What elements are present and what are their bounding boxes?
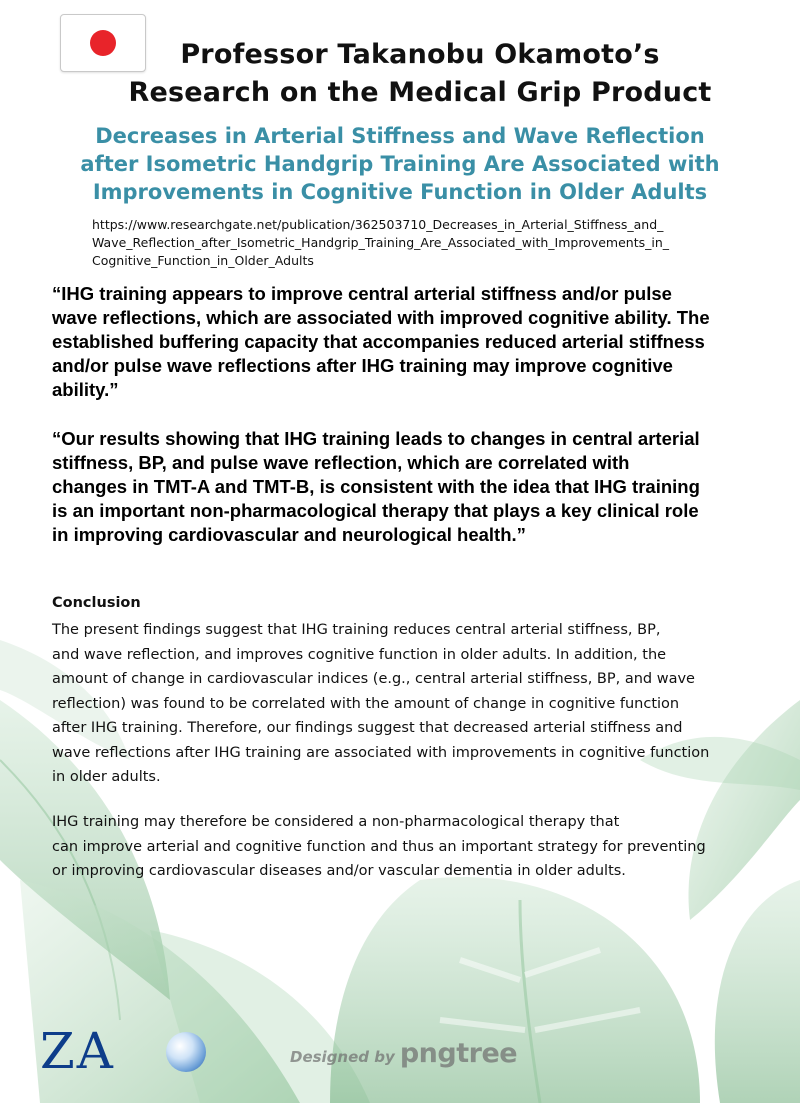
conclusion-line: can improve arterial and cognitive function and thus an important strategy for preventing	[52, 838, 706, 855]
quote-line: in improving cardiovascular and neurological health.”	[52, 524, 526, 545]
conclusion-paragraph-1	[52, 618, 792, 790]
quote-line: established buffering capacity that accompanies reduced arterial stiffness	[52, 331, 705, 352]
quote-line: ability.”	[52, 379, 119, 400]
conclusion-line: or improving cardiovascular diseases and/or vascular dementia in older adults.	[52, 863, 626, 879]
source-url[interactable]	[92, 216, 792, 270]
conclusion-line: after IHG training. Therefore, our findings suggest that decreased arterial stiffness and	[52, 720, 683, 736]
conclusion-line: amount of change in cardiovascular indices (e.g., central arterial stiffness, BP, and wave	[52, 671, 695, 687]
paper-title	[40, 122, 760, 206]
watermark	[290, 1038, 517, 1069]
conclusion-line: The present findings suggest that IHG training reduces central arterial stiffness, BP,	[52, 622, 661, 638]
watermark-brand: pngtree	[399, 1038, 518, 1069]
subtitle-line: Decreases in Arterial Stiffness and Wave Reflection	[95, 124, 705, 148]
watermark-prefix: Designed by	[290, 1048, 395, 1066]
title-line: Professor Takanobu Okamoto’s	[180, 39, 660, 70]
quote-block-1	[52, 282, 752, 402]
subtitle-line: after Isometric Handgrip Training Are Associated with	[80, 152, 720, 176]
conclusion-line: and wave reflection, and improves cognitive function in older adults. In addition, the	[52, 646, 667, 663]
quote-line: “Our results showing that IHG training leads to changes in central arterial	[52, 428, 700, 449]
quote-line: changes in TMT-A and TMT-B, is consistent with the idea that IHG training	[52, 476, 700, 497]
url-line[interactable]: https://www.researchgate.net/publication/362503710_Decreases_in_Arterial_Stiffness_and_	[92, 217, 664, 232]
url-line[interactable]: Cognitive_Function_in_Older_Adults	[92, 253, 314, 268]
zao-logo	[40, 1018, 200, 1078]
quote-line: and/or pulse wave reflections after IHG training may improve cognitive	[52, 355, 673, 376]
quote-line: “IHG training appears to improve central arterial stiffness and/or pulse	[52, 283, 672, 304]
conclusion-line: IHG training may therefore be considered a non-pharmacological therapy that	[52, 814, 620, 830]
quote-line: wave reflections, which are associated with improved cognitive ability. The	[52, 307, 710, 328]
conclusion-line: wave reflections after IHG training are associated with improvements in cognitive function	[52, 744, 710, 761]
url-line[interactable]: Wave_Reflection_after_Isometric_Handgrip_Training_Are_Associated_with_Improvements_in_	[92, 235, 670, 250]
quote-line: is an important non-pharmacological therapy that plays a key clinical role	[52, 500, 699, 521]
subtitle-line: Improvements in Cognitive Function in Older Adults	[92, 180, 708, 204]
conclusion-paragraph-2	[52, 810, 792, 884]
conclusion-heading: Conclusion	[52, 595, 141, 611]
title-line: Research on the Medical Grip Product	[128, 77, 712, 108]
quote-line: stiffness, BP, and pulse wave reflection, which are correlated with	[52, 452, 630, 473]
conclusion-line: in older adults.	[52, 769, 161, 785]
globe-icon	[166, 1032, 206, 1072]
logo-text: ZA	[40, 1022, 115, 1080]
conclusion-line: reflection) was found to be correlated with the amount of change in cognitive function	[52, 695, 680, 712]
page-title	[60, 36, 780, 112]
quote-block-2	[52, 427, 752, 547]
